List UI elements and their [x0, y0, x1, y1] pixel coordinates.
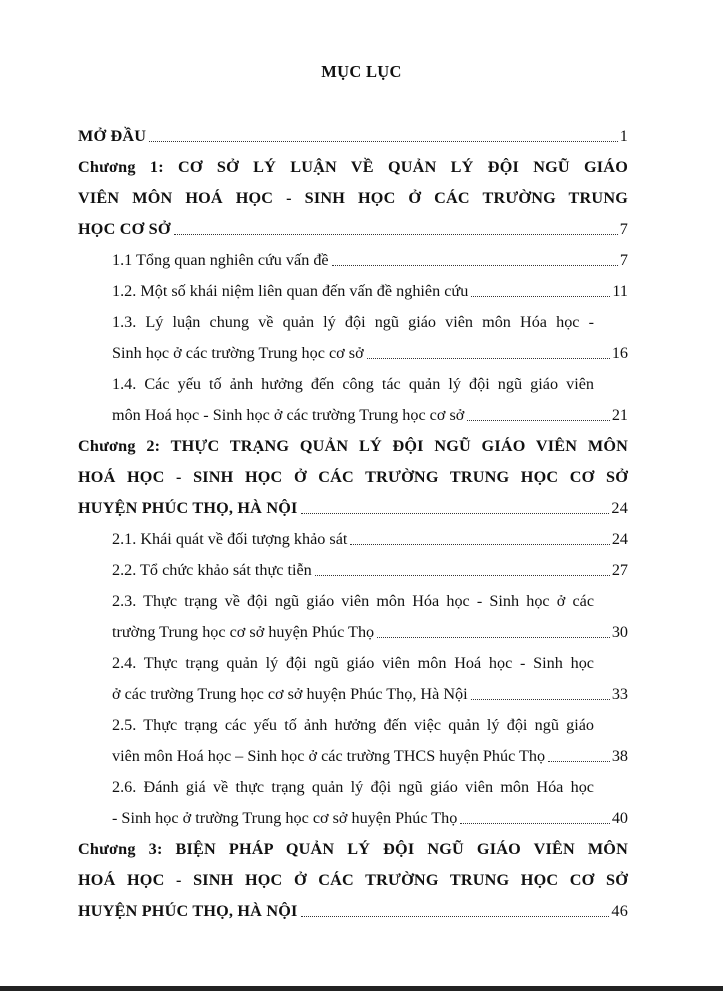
- dot-leader: [377, 629, 610, 638]
- toc-section-1-4-line-1[interactable]: [112, 364, 628, 394]
- toc-section-1-4-line-2[interactable]: [112, 395, 628, 425]
- toc-page-number: 7: [619, 220, 628, 238]
- dot-leader: [315, 567, 610, 576]
- toc-chapter-3-line-3[interactable]: [78, 891, 628, 921]
- toc-page-number: 7: [619, 251, 628, 269]
- toc-entry-label: 2.2. Tổ chức khảo sát thực tiễn: [112, 561, 312, 579]
- dot-leader: [332, 257, 618, 266]
- toc-section-2-3-line-1[interactable]: [112, 581, 628, 611]
- toc-entry-label: 2.3. Thực trạng về đội ngũ giáo viên môn Hóa học - Sinh học ở các: [112, 592, 594, 610]
- dot-leader: [301, 908, 610, 917]
- dot-leader: [471, 288, 610, 297]
- toc-entry-label: - Sinh học ở trường Trung học cơ sở huyện Phúc Thọ: [112, 809, 458, 827]
- toc-entry-label: Chương 2: THỰC TRẠNG QUẢN LÝ ĐỘI NGŨ GIÁO VIÊN MÔN: [78, 437, 628, 455]
- toc-section-2-6-line-2[interactable]: [112, 798, 628, 828]
- toc-entry-label: Sinh học ở các trường Trung học cơ sở: [112, 344, 364, 362]
- toc-page-number: 11: [612, 282, 628, 300]
- page-title: MỤC LỤC: [321, 62, 402, 81]
- toc-section-2-3-line-2[interactable]: [112, 612, 628, 642]
- toc-chapter-1-line-3[interactable]: [78, 209, 628, 239]
- toc-page-number: 1: [619, 127, 628, 145]
- toc-page-number: 16: [611, 344, 628, 362]
- toc-chapter-1-line-2[interactable]: [78, 178, 628, 208]
- toc-entry-label: VIÊN MÔN HOÁ HỌC - SINH HỌC Ở CÁC TRƯỜNG TRUNG: [78, 189, 628, 207]
- toc-entry-label: viên môn Hoá học – Sinh học ở các trường THCS huyện Phúc Thọ: [112, 747, 546, 765]
- toc-entry-label: 1.3. Lý luận chung về quản lý đội ngũ giáo viên môn Hóa học -: [112, 313, 594, 331]
- toc-entry-label: 2.1. Khái quát về đối tượng khảo sát: [112, 530, 348, 548]
- dot-leader: [301, 505, 610, 514]
- toc-section-2-5-line-2[interactable]: [112, 736, 628, 766]
- toc-entry-label: HỌC CƠ SỞ: [78, 220, 171, 238]
- toc-chapter-3-line-2[interactable]: [78, 860, 628, 890]
- toc-section-2-4-line-2[interactable]: [112, 674, 628, 704]
- toc-chapter-2-line-3[interactable]: [78, 488, 628, 518]
- toc-section-2-1[interactable]: [112, 519, 628, 549]
- toc-chapter-1-line-1[interactable]: [78, 147, 628, 177]
- toc-page-number: 27: [611, 561, 628, 579]
- toc-page-number: 30: [611, 623, 628, 641]
- toc-entry-mo-dau[interactable]: [78, 116, 628, 146]
- toc-section-2-5-line-1[interactable]: [112, 705, 628, 735]
- toc-entry-label: 1.2. Một số khái niệm liên quan đến vấn đề nghiên cứu: [112, 282, 469, 300]
- toc-entry-label: 2.5. Thực trạng các yếu tố ảnh hưởng đến việc quản lý đội ngũ giáo: [112, 716, 594, 734]
- toc-page-number: 40: [611, 809, 628, 827]
- toc-section-1-3-line-1[interactable]: [112, 302, 628, 332]
- toc-page-number: 38: [611, 747, 628, 765]
- dot-leader: [467, 412, 609, 421]
- toc-chapter-3-line-1[interactable]: [78, 829, 628, 859]
- dot-leader: [367, 350, 610, 359]
- dot-leader: [548, 753, 610, 762]
- toc-section-1-2[interactable]: [112, 271, 628, 301]
- toc-entry-label: Chương 1: CƠ SỞ LÝ LUẬN VỀ QUẢN LÝ ĐỘI NGŨ GIÁO: [78, 158, 628, 176]
- toc-page-number: 46: [611, 902, 628, 920]
- toc-entry-label: MỞ ĐẦU: [78, 127, 147, 145]
- toc-section-2-6-line-1[interactable]: [112, 767, 628, 797]
- dot-leader: [460, 815, 609, 824]
- dot-leader: [174, 226, 618, 235]
- dot-leader: [471, 691, 610, 700]
- toc-section-1-1[interactable]: [112, 240, 628, 270]
- toc-page-number: 33: [611, 685, 628, 703]
- toc-entry-label: HUYỆN PHÚC THỌ, HÀ NỘI: [78, 902, 298, 920]
- toc-entry-label: HUYỆN PHÚC THỌ, HÀ NỘI: [78, 499, 298, 517]
- toc-entry-label: trường Trung học cơ sở huyện Phúc Thọ: [112, 623, 375, 641]
- toc-entry-label: 1.4. Các yếu tố ảnh hưởng đến công tác quản lý đội ngũ giáo viên: [112, 375, 594, 393]
- toc-entry-label: môn Hoá học - Sinh học ở các trường Trung học cơ sở: [112, 406, 465, 424]
- toc-entry-label: HOÁ HỌC - SINH HỌC Ở CÁC TRƯỜNG TRUNG HỌC CƠ SỞ: [78, 468, 628, 486]
- toc-entry-label: 1.1 Tổng quan nghiên cứu vấn đề: [112, 251, 329, 269]
- toc-chapter-2-line-1[interactable]: [78, 426, 628, 456]
- dot-leader: [149, 133, 618, 142]
- toc-entry-label: ở các trường Trung học cơ sở huyện Phúc Thọ, Hà Nội: [112, 685, 468, 703]
- toc-entry-label: 2.6. Đánh giá về thực trạng quản lý đội ngũ giáo viên môn Hóa học: [112, 778, 594, 796]
- toc-chapter-2-line-2[interactable]: [78, 457, 628, 487]
- toc-entry-label: HOÁ HỌC - SINH HỌC Ở CÁC TRƯỜNG TRUNG HỌC CƠ SỞ: [78, 871, 628, 889]
- toc-entry-label: 2.4. Thực trạng quản lý đội ngũ giáo viên môn Hoá học - Sinh học: [112, 654, 594, 672]
- toc-page-number: 21: [611, 406, 628, 424]
- toc-section-1-3-line-2[interactable]: [112, 333, 628, 363]
- toc-section-2-2[interactable]: [112, 550, 628, 580]
- toc-section-2-4-line-1[interactable]: [112, 643, 628, 673]
- toc-page-number: 24: [611, 530, 628, 548]
- toc-page-number: 24: [611, 499, 628, 517]
- toc-entry-label: Chương 3: BIỆN PHÁP QUẢN LÝ ĐỘI NGŨ GIÁO VIÊN MÔN: [78, 840, 628, 858]
- dot-leader: [350, 536, 609, 545]
- page-bottom-border: [0, 986, 723, 991]
